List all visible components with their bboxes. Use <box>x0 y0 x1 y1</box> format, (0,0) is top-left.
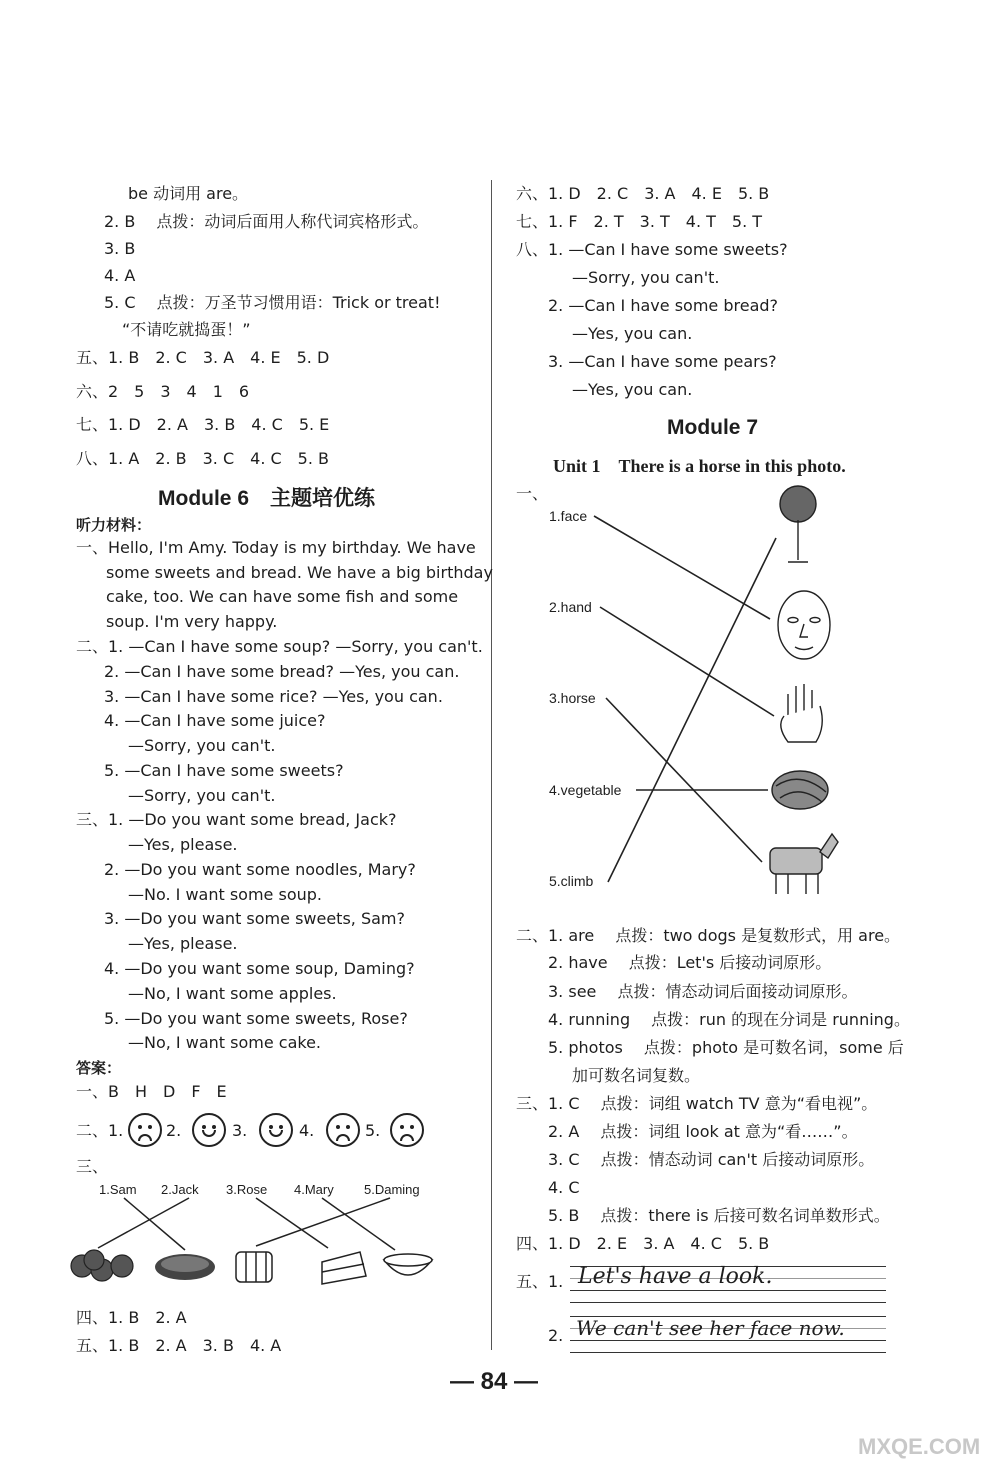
hand-icon <box>781 684 822 742</box>
answer-section-2-prefix: 二、1. <box>76 1121 124 1140</box>
rice-icon <box>155 1254 215 1280</box>
sad-face-icon <box>326 1113 360 1147</box>
right-section-8-line: —Yes, you can. <box>572 324 693 343</box>
cake-icon <box>322 1252 366 1284</box>
word-vegetable: 4.vegetable <box>549 782 622 798</box>
horse-icon <box>770 834 838 894</box>
listening-2-line: 二、1. —Can I have some soup? —Sorry, you can't. <box>76 637 483 656</box>
writing-line <box>570 1352 886 1353</box>
listening-2-line: 4. —Can I have some juice? <box>104 711 326 730</box>
match-line <box>256 1198 390 1246</box>
writing-line <box>570 1290 886 1291</box>
listening-3-line: —Yes, please. <box>128 934 238 953</box>
listening-1-line: cake, too. We can have some fish and some <box>106 587 459 606</box>
answer-section-1: 一、B H D F E <box>76 1082 227 1101</box>
column-divider <box>491 180 492 1350</box>
page-number: — 84 — <box>450 1368 539 1395</box>
word-climb: 5.climb <box>549 873 594 889</box>
right-section-8-line: 八、1. —Can I have some sweets? <box>516 240 788 259</box>
listening-heading: 听力材料： <box>76 516 152 534</box>
right-section-2-line: 2. have 点拨：Let's 后接动词原形。 <box>548 953 832 972</box>
listening-3-line: 3. —Do you want some sweets, Sam? <box>104 909 405 928</box>
right-section-8-line: 2. —Can I have some bread? <box>548 296 779 315</box>
listening-2-line: 2. —Can I have some bread? —Yes, you can. <box>104 662 460 681</box>
listening-3-line: 5. —Do you want some sweets, Rose? <box>104 1009 408 1028</box>
name-rose: 3.Rose <box>226 1182 268 1197</box>
name-sam: 1.Sam <box>99 1182 137 1197</box>
listening-3-line: —No, I want some cake. <box>128 1033 321 1052</box>
continued-line: be 动词用 are。 <box>128 184 249 203</box>
face-number: 3. <box>232 1121 248 1140</box>
right-section-2-line: 4. running 点拨：run 的现在分词是 running。 <box>548 1010 910 1029</box>
soup-icon <box>384 1254 432 1275</box>
right-section-8-line: 3. —Can I have some pears? <box>548 352 777 371</box>
match-line <box>322 1198 395 1250</box>
answer-2: 2. B 点拨：动词后面用人称代词宾格形式。 <box>104 212 429 231</box>
word-hand: 2.hand <box>549 599 592 615</box>
face-picture-icon <box>778 591 830 659</box>
listening-3-line: 4. —Do you want some soup, Daming? <box>104 959 415 978</box>
writing-line <box>570 1302 886 1303</box>
answer-4: 4. A <box>104 266 136 285</box>
right-section-3-line: 三、1. C 点拨：词组 watch TV 意为“看电视”。 <box>516 1094 878 1113</box>
listening-3-line: 2. —Do you want some noodles, Mary? <box>104 860 416 879</box>
face-number: 4. <box>299 1121 315 1140</box>
face-number: 2. <box>166 1121 182 1140</box>
match-line <box>600 607 774 716</box>
module-7-title: Module 7 <box>667 416 759 439</box>
module-6-title: Module 6 主题培优练 <box>158 487 376 510</box>
right-section-2-line: 3. see 点拨：情态动词后面接动词原形。 <box>548 982 858 1001</box>
listening-1-line: soup. I'm very happy. <box>106 612 278 631</box>
right-section-5-prefix: 五、1. <box>516 1272 564 1291</box>
right-section-3-line: 3. C 点拨：情态动词 can't 后接动词原形。 <box>548 1150 875 1169</box>
answer-section-5: 五、1. B 2. A 3. B 4. A <box>76 1336 282 1355</box>
right-section-8-line: —Sorry, you can't. <box>572 268 720 287</box>
match-line <box>256 1198 328 1248</box>
listening-3-line: —Yes, please. <box>128 835 238 854</box>
right-section-3-line: 4. C <box>548 1178 580 1197</box>
word-face: 1.face <box>549 508 588 524</box>
answer-5: 5. C 点拨：万圣节习惯用语：Trick or treat! <box>104 293 441 312</box>
apples-icon <box>71 1250 133 1281</box>
listening-3-line: 三、1. —Do you want some bread, Jack? <box>76 810 397 829</box>
listening-1-line: 一、Hello, I'm Amy. Today is my birthday. We have <box>76 538 476 557</box>
answer-section-3-prefix: 三、 <box>76 1157 109 1176</box>
answers-heading: 答案： <box>76 1059 122 1077</box>
listening-2-line: 5. —Can I have some sweets? <box>104 761 344 780</box>
right-section-3-line: 5. B 点拨：there is 后接可数名词单数形式。 <box>548 1206 890 1225</box>
answer-3: 3. B <box>104 239 136 258</box>
word-picture-matching-diagram <box>590 480 850 920</box>
answer-section-4: 四、1. B 2. A <box>76 1308 187 1327</box>
right-section-2-line: 二、1. are 点拨：two dogs 是复数形式，用 are。 <box>516 926 901 945</box>
right-section-3-line: 2. A 点拨：词组 look at 意为“看……”。 <box>548 1122 858 1141</box>
listening-3-line: —No. I want some soup. <box>128 885 322 904</box>
section-5-answers: 五、1. B 2. C 3. A 4. E 5. D <box>76 348 330 367</box>
answer-5-note: “不请吃就捣蛋！” <box>122 320 251 339</box>
match-line <box>98 1198 189 1248</box>
match-line <box>608 538 776 882</box>
matching-prefix: 一、 <box>516 484 549 503</box>
handwritten-answer-2: We can't see her face now. <box>576 1316 845 1340</box>
watermark: MXQE.COM <box>858 1434 981 1459</box>
bread-icon <box>236 1252 272 1282</box>
smile-face-icon <box>259 1113 293 1147</box>
handwritten-answer-1: Let's have a look. <box>578 1264 773 1289</box>
right-section-4: 四、1. D 2. E 3. A 4. C 5. B <box>516 1234 770 1253</box>
face-number: 5. <box>365 1121 381 1140</box>
listening-2-line: —Sorry, you can't. <box>128 736 276 755</box>
unit-title: Unit 1 There is a horse in this photo. <box>553 456 846 476</box>
sad-face-icon <box>128 1113 162 1147</box>
right-section-2-line: 加可数名词复数。 <box>572 1066 701 1085</box>
name-daming: 5.Daming <box>364 1182 420 1197</box>
section-6-answers: 六、2 5 3 4 1 6 <box>76 382 250 401</box>
writing-line <box>570 1340 886 1341</box>
smile-face-icon <box>192 1113 226 1147</box>
listening-2-line: —Sorry, you can't. <box>128 786 276 805</box>
right-section-8-line: —Yes, you can. <box>572 380 693 399</box>
right-section-6: 六、1. D 2. C 3. A 4. E 5. B <box>516 184 770 203</box>
listening-2-line: 3. —Can I have some rice? —Yes, you can. <box>104 687 443 706</box>
right-section-2-line: 5. photos 点拨：photo 是可数名词，some 后 <box>548 1038 904 1057</box>
right-section-7: 七、1. F 2. T 3. T 4. T 5. T <box>516 212 763 231</box>
word-horse: 3.horse <box>549 690 596 706</box>
listening-3-line: —No, I want some apples. <box>128 984 337 1003</box>
name-mary: 4.Mary <box>294 1182 334 1197</box>
food-matching-diagram <box>60 1190 480 1300</box>
section-8-answers: 八、1. A 2. B 3. C 4. C 5. B <box>76 449 330 468</box>
sad-face-icon <box>390 1113 424 1147</box>
tree-icon <box>780 486 816 562</box>
vegetable-icon <box>772 771 828 809</box>
listening-1-line: some sweets and bread. We have a big birthday <box>106 563 493 582</box>
name-jack: 2.Jack <box>161 1182 199 1197</box>
right-section-5-num2: 2. <box>548 1326 564 1345</box>
section-7-answers: 七、1. D 2. A 3. B 4. C 5. E <box>76 415 330 434</box>
